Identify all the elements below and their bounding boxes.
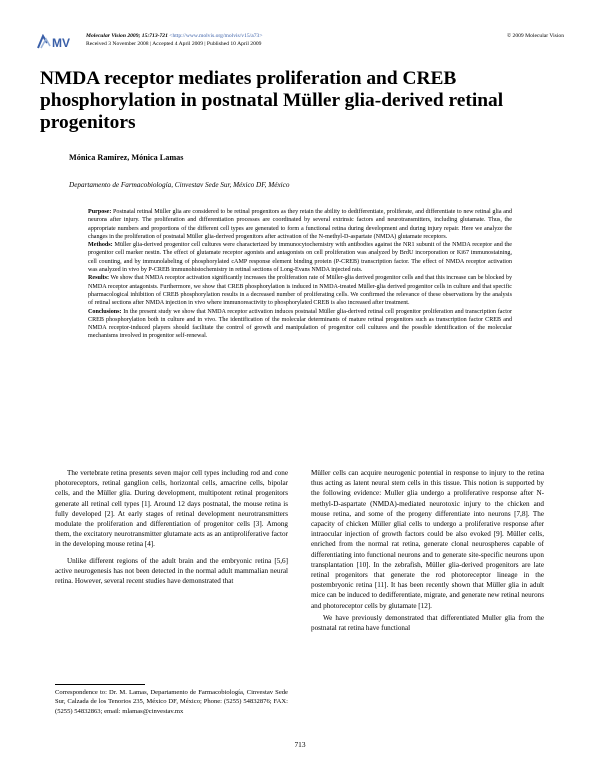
page-header [36, 32, 564, 54]
abstract [88, 208, 512, 341]
body-paragraph: Müller cells can acquire neurogenic potential in response to injury to the retina thus acting as latent neural stem cells in this tissue. This notion is supported by the following evidence: Muller glia undergo a proliferative response after N-methyl-D-aspartate (NMDA)-mediated neurotoxic injury to the chicken and mouse retina, and some of the progeny differentiate into neurons [7,8]. The capacity of chicken Müller glial cells to undergo a proliferative response after intraocular injection of growth factors could be also evoked [9]. Müller cells, enriched from the normal rat retina, generate clonal neurospheres capable of differentiating into functional neurons and to generate site-specific neurons upon transplantation [10]. In the zebrafish, Müller glia-derived progenitors are late retinal progenitors that generate the rod photoreceptor lineage in the postembryonic retina [11]. It has been recently shown that Müller glia in adult mice can be induced to dedifferentiate, migrate, and generate new retinal neurons and photoreceptor cells by glutamate [12]. [311, 469, 544, 610]
copyright-notice: © 2009 Molecular Vision [506, 33, 564, 39]
abstract-conclusions: Conclusions: In the present study we show that NMDA receptor activation induces postnatal Müller glia-derived retinal cell progenitor proliferation and transcription factor CREB phosphorylation both in culture and in vivo. The identification of the molecular determinants of mature retinal progenitors such as transcription factor CREB and NMDA receptor-induced players should facilitate the control of growth and manipulation of progenitor cell cultures and the possible identification of the molecular mechanisms involved in progenitor self-renewal. [88, 308, 512, 340]
abstract-purpose: Purpose: Postnatal retinal Müller glia are considered to be retinal progenitors as they retain the ability to dedifferentiate, proliferate, and differentiate to new retinal glia and neurons after injury. The proliferation and differentiation processes are coordinated by several extrinsic factors and neurotransmitters, including glutamate. Thus, the appropriate numbers and proportions of the different cell types are generated to form a functional retina during development and during injury repair. Here we analyze the changes in the proliferation of postnatal Müller glia-derived progenitors after activation of the N-methyl-D-aspartate (NMDA) glutamate receptors. [88, 209, 512, 240]
article-dates: Received 3 November 2008 | Accepted 4 April 2009 | Published 10 April 2009 [86, 41, 262, 47]
header-citation [86, 32, 262, 48]
body-paragraph: We have previously demonstrated that differentiated Muller glia from the postnatal rat retina have functional [311, 613, 544, 633]
journal-citation: Molecular Vision 2009; 15:713-721 [86, 33, 168, 39]
footnote-divider [55, 684, 145, 685]
author-list: Mónica Ramírez, Mónica Lamas [69, 153, 184, 162]
body-paragraph: The vertebrate retina presents seven major cell types including rod and cone photoreceptors, retinal ganglion cells, horizontal cells, amacrine cells, bipolar cells, and the Müller glia. During development, multipotent retinal progenitors generate all retinal cell types [1]. Around 12 days postnatal, the mouse retina is fully developed [2]. At early stages of retinal development neurotransmitters modulate the proliferation and differentiation of progenitor cells [3]. Among them, the excitatory neurotransmitter glutamate acts as an antiproliferative factor in the developing mouse retina [4]. [55, 469, 288, 549]
abstract-methods: Methods: Müller glia-derived progenitor cell cultures were characterized by immunocytochemistry with antibodies against the NR1 subunit of the NMDA receptor and the progenitor cell marker nestin. The effect of glutamate receptor agonists and antagonists on cell proliferation was analyzed by BrdU incorporation or Ki67 immunostaining, cell counting, and by immunolabeling of phosphorylated cAMP response element binding protein (P-CREB) transcription factor. The effect of NMDA receptor activation was analyzed in vivo by P-CREB immunohistochemistry in retinal sections of Long-Evans NMDA injected rats. [88, 242, 512, 274]
logo-text: MV [52, 36, 70, 50]
body-column-right [311, 468, 544, 633]
abstract-results: Results: We show that NMDA receptor activation significantly increases the proliferation rate of Müller-glia derived progenitor cells and that this increase can be blocked by NMDA receptor antagonists. Furthermore, we show that CREB phosphorylation is induced in NMDA-treated Müller-glia derived progenitor cells in culture and that specific pharmacological inhibition of CREB phosphorylation results in a decreased number of proliferating cells. We confirmed the relevance of these observations by the analysis of retinal sections after NMDA injection in vivo where immunoreactivity to phosphorylated CREB is also increased after treatment. [88, 275, 512, 307]
body-column-left [55, 468, 288, 586]
page-number: 713 [294, 740, 306, 749]
correspondence-footnote: Correspondence to: Dr. M. Lamas, Departamento de Farmacobiología, Cinvestav Sede Sur, Calzada de los Tenorios 235, México DF, México; Phone: (5255) 54832876; FAX: (5255) 54832863; email: mlamas@cinvestav.mx [55, 689, 288, 715]
article-title: NMDA receptor mediates proliferation and CREB phosphorylation in postnatal Müller glia-derived retinal progenitors [40, 68, 504, 133]
journal-logo-icon [36, 34, 82, 50]
author-affiliation: Departamento de Farmacobiología, Cinvestav Sede Sur, México DF, México [69, 181, 290, 189]
article-url-link[interactable]: <http://www.molvis.org/molvis/v15/a73> [169, 33, 263, 39]
body-paragraph: Unlike different regions of the adult brain and the embryonic retina [5,6] active neurogenesis has not been detected in the normal adult mammalian neural retina. However, several recent studies have demonstrated that [55, 556, 288, 586]
